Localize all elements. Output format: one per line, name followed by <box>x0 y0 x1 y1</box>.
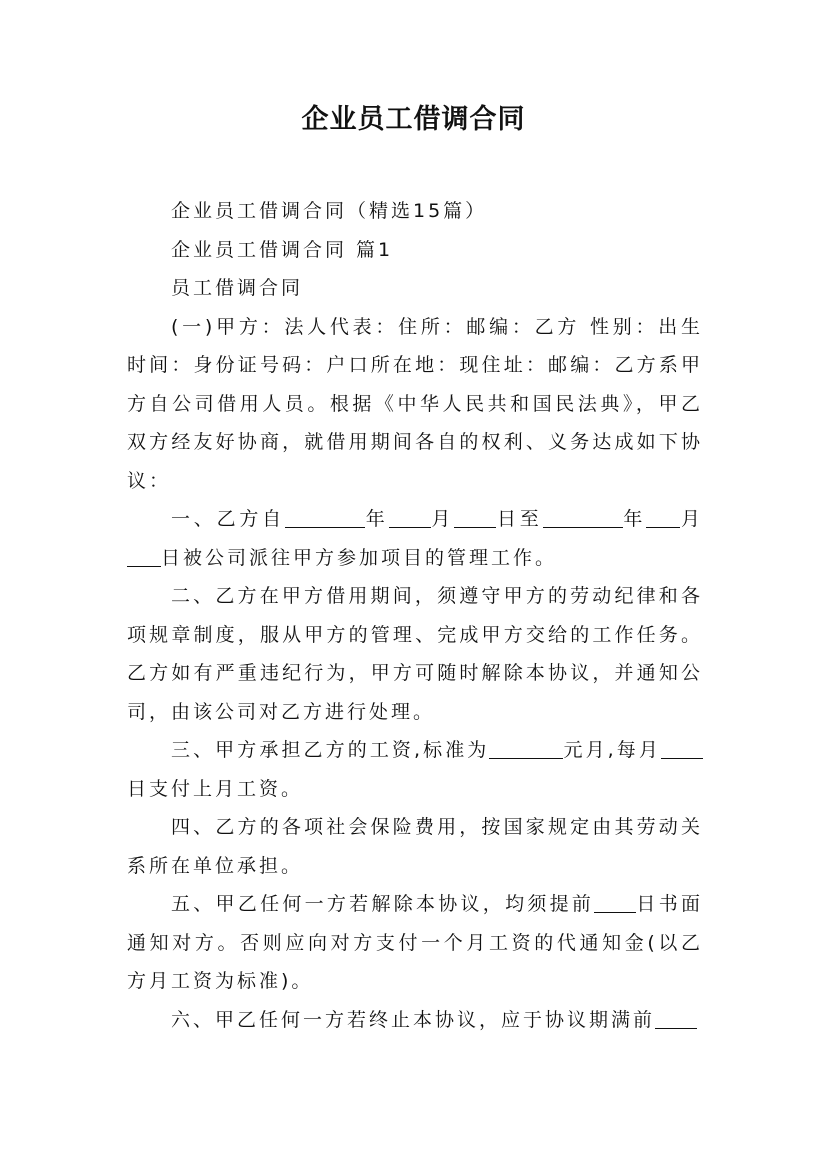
end-month-blank <box>646 505 680 528</box>
clause-3-paragraph <box>127 731 703 808</box>
clause-2-paragraph: 二、乙方在甲方借用期间，须遵守甲方的劳动纪律和各项规章制度，服从甲方的管理、完成甲方交给的工作任务。乙方如有严重违纪行为，甲方可随时解除本协议，并通知公司，由该公司对乙方进行处理。 <box>127 585 703 723</box>
end-day-blank <box>127 544 161 567</box>
document-body <box>127 192 703 1039</box>
salary-amount-blank <box>489 736 563 759</box>
heading-selected: 企业员工借调合同（精选15篇） <box>171 200 488 222</box>
start-year-blank <box>285 505 365 528</box>
clause-5-text-a: 五、甲乙任何一方若解除本协议，均须提前 <box>171 893 595 915</box>
clause-6-text-a: 六、甲乙任何一方若终止本协议，应于协议期满前 <box>171 1008 656 1031</box>
clause-1-text-d: 日至 <box>496 508 543 530</box>
clause-1-paragraph <box>127 500 703 577</box>
clause-6-paragraph <box>127 1001 703 1040</box>
clause-1-text-e: 年 <box>622 508 647 530</box>
start-month-blank <box>389 505 431 528</box>
start-day-blank <box>454 505 496 528</box>
heading-sub: 员工借调合同 <box>171 277 304 299</box>
heading-part: 企业员工借调合同 篇1 <box>171 238 394 261</box>
clause-3-text-a: 三、甲方承担乙方的工资,标准为 <box>171 739 490 761</box>
notice-days-blank <box>594 890 636 913</box>
clause-1-text-f: 月 <box>680 508 703 530</box>
clause-5-paragraph <box>127 885 703 1001</box>
clause-3-text-c: 日支付上月工资。 <box>127 777 304 800</box>
pay-day-blank <box>661 736 703 759</box>
end-year-blank <box>543 505 623 528</box>
clause-1-text-a: 一、乙方自 <box>171 508 285 530</box>
clause-5-text-b: 日书面通知对方。否则应向对方支付一个月工资的代通知金(以乙方月工资为标准)。 <box>127 893 703 992</box>
party-intro-paragraph: (一)甲方：法人代表：住所：邮编：乙方 性别：出生时间：身份证号码：户口所在地：现住址：邮编：乙方系甲方自公司借用人员。根据《中华人民共和国民法典》，甲乙双方经友好协商，就借用期间各自的权利、义务达成如下协议： <box>127 315 703 492</box>
document-title: 企业员工借调合同 <box>301 104 526 135</box>
clause-1-text-b: 年 <box>364 508 389 530</box>
clause-1-text-c: 月 <box>430 508 455 530</box>
expiry-notice-blank <box>655 1006 697 1029</box>
clause-3-text-b: 元月,每月 <box>563 739 661 761</box>
clause-4-paragraph: 四、乙方的各项社会保险费用，按国家规定由其劳动关系所在单位承担。 <box>127 816 703 877</box>
clause-1-text-g: 日被公司派往甲方参加项目的管理工作。 <box>161 546 558 569</box>
